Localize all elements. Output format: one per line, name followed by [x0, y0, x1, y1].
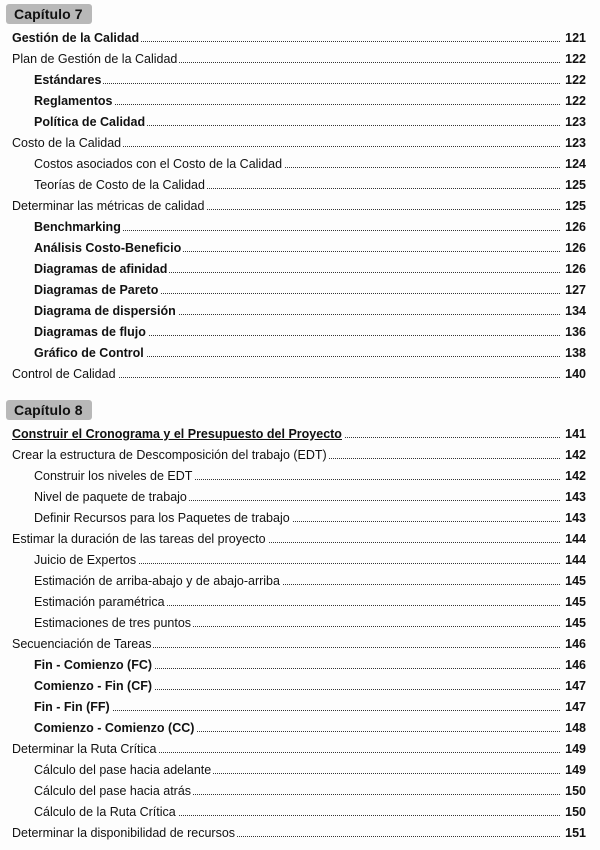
toc-entry-label: Definir Recursos para los Paquetes de trabajo — [34, 508, 292, 528]
toc-entry-label: Cálculo del pase hacia adelante — [34, 760, 213, 780]
toc-entry[interactable] — [0, 301, 600, 321]
toc-page-number: 147 — [560, 676, 586, 696]
toc-entry-label: Teorías de Costo de la Calidad — [34, 175, 207, 195]
toc-entry-label: Estimación de arriba-abajo y de abajo-arriba — [34, 571, 282, 591]
toc-page-number: 151 — [560, 823, 586, 843]
toc-page-number: 149 — [560, 739, 586, 759]
toc-entry-label: Determinar las métricas de calidad — [12, 196, 206, 216]
toc-page-number: 123 — [560, 112, 586, 132]
toc-page-number: 149 — [560, 760, 586, 780]
toc-entry-label: Diagrama de dispersión — [34, 301, 178, 321]
toc-entry[interactable] — [0, 508, 600, 528]
toc-page-number: 122 — [560, 49, 586, 69]
toc-page-number: 147 — [560, 697, 586, 717]
toc-entry[interactable] — [0, 259, 600, 279]
toc-entry[interactable] — [0, 781, 600, 801]
toc-entry-label: Estándares — [34, 70, 103, 90]
toc-entry-label: Secuenciación de Tareas — [12, 634, 153, 654]
toc-entry[interactable] — [0, 445, 600, 465]
toc-page-number: 134 — [560, 301, 586, 321]
toc-page-number: 144 — [560, 529, 586, 549]
toc-entry-label: Nivel de paquete de trabajo — [34, 487, 189, 507]
toc-entry[interactable] — [0, 634, 600, 654]
toc-page-number: 148 — [560, 718, 586, 738]
toc-page-number: 140 — [560, 364, 586, 384]
toc-entry-label: Fin - Comienzo (FC) — [34, 655, 154, 675]
toc-entry-label: Diagramas de Pareto — [34, 280, 160, 300]
toc-leader-dots — [44, 710, 562, 711]
toc-page-number: 146 — [560, 634, 586, 654]
toc-entry[interactable] — [0, 112, 600, 132]
toc-entry[interactable] — [0, 322, 600, 342]
toc-entry[interactable] — [0, 466, 600, 486]
toc-entry-label: Política de Calidad — [34, 112, 147, 132]
toc-entry-label: Comienzo - Comienzo (CC) — [34, 718, 196, 738]
toc-page-number: 143 — [560, 508, 586, 528]
toc-entry[interactable] — [0, 802, 600, 822]
toc-page-number: 122 — [560, 70, 586, 90]
toc-entry-label: Benchmarking — [34, 217, 123, 237]
toc-entry[interactable] — [0, 217, 600, 237]
toc-entry[interactable] — [0, 154, 600, 174]
toc-entry[interactable] — [0, 424, 600, 444]
toc-entry[interactable] — [0, 550, 600, 570]
toc-entry[interactable] — [0, 487, 600, 507]
toc-entry[interactable] — [0, 364, 600, 384]
toc-entry[interactable] — [0, 823, 600, 843]
toc-entry-label: Diagramas de flujo — [34, 322, 148, 342]
chapter-heading: Capítulo 8 — [6, 400, 92, 420]
toc-page-number: 124 — [560, 154, 586, 174]
toc-page-number: 142 — [560, 466, 586, 486]
toc-page-number: 123 — [560, 133, 586, 153]
toc-leader-dots — [44, 83, 562, 84]
toc-page-number: 143 — [560, 487, 586, 507]
toc-entry-label: Gestión de la Calidad — [12, 28, 141, 48]
toc-page-number: 126 — [560, 238, 586, 258]
toc-entry-label: Reglamentos — [34, 91, 115, 111]
toc-page-number: 121 — [560, 28, 586, 48]
toc-leader-dots — [44, 104, 562, 105]
toc-entry-label: Construir el Cronograma y el Presupuesto del Proyecto — [12, 424, 344, 444]
toc-page-number: 125 — [560, 175, 586, 195]
toc-entry[interactable] — [0, 28, 600, 48]
toc-page-number: 141 — [560, 424, 586, 444]
toc-page-number: 127 — [560, 280, 586, 300]
toc-entry-label: Análisis Costo-Beneficio — [34, 238, 183, 258]
toc-page-number: 122 — [560, 91, 586, 111]
toc-entry[interactable] — [0, 760, 600, 780]
toc-page-number: 126 — [560, 259, 586, 279]
toc-page-number: 145 — [560, 571, 586, 591]
toc-page-number: 146 — [560, 655, 586, 675]
toc-page-number: 145 — [560, 613, 586, 633]
toc-entry[interactable] — [0, 280, 600, 300]
toc-entry-label: Construir los niveles de EDT — [34, 466, 194, 486]
toc-entry[interactable] — [0, 238, 600, 258]
toc-entry-label: Estimar la duración de las tareas del proyecto — [12, 529, 268, 549]
toc-entry-label: Estimación paramétrica — [34, 592, 167, 612]
toc-entry-label: Fin - Fin (FF) — [34, 697, 112, 717]
toc-entry-label: Juicio de Expertos — [34, 550, 138, 570]
toc-page-number: 150 — [560, 802, 586, 822]
toc-entry[interactable] — [0, 676, 600, 696]
toc-entry[interactable] — [0, 697, 600, 717]
toc-entry-label: Determinar la disponibilidad de recursos — [12, 823, 237, 843]
toc-page-number: 142 — [560, 445, 586, 465]
toc-entry[interactable] — [0, 196, 600, 216]
toc-entry-label: Estimaciones de tres puntos — [34, 613, 193, 633]
toc-page-number: 125 — [560, 196, 586, 216]
toc-page-number: 144 — [560, 550, 586, 570]
toc-entry[interactable] — [0, 571, 600, 591]
toc-page-number: 150 — [560, 781, 586, 801]
toc-entry-label: Diagramas de afinidad — [34, 259, 169, 279]
toc-entry-label: Cálculo del pase hacia atrás — [34, 781, 193, 801]
toc-entry-label: Control de Calidad — [12, 364, 118, 384]
toc-page-number: 145 — [560, 592, 586, 612]
toc-entry[interactable] — [0, 49, 600, 69]
toc-entry[interactable] — [0, 718, 600, 738]
toc-entry[interactable] — [0, 529, 600, 549]
toc-entry[interactable] — [0, 70, 600, 90]
toc-entry-label: Gráfico de Control — [34, 343, 146, 363]
toc-entry-label: Cálculo de la Ruta Crítica — [34, 802, 178, 822]
chapter-heading: Capítulo 7 — [6, 4, 92, 24]
toc-entry-label: Plan de Gestión de la Calidad — [12, 49, 179, 69]
toc-entry-label: Crear la estructura de Descomposición del trabajo (EDT) — [12, 445, 329, 465]
toc-entry[interactable] — [0, 91, 600, 111]
toc-page-number: 126 — [560, 217, 586, 237]
toc-entry[interactable] — [0, 175, 600, 195]
toc-entry-label: Costos asociados con el Costo de la Calidad — [34, 154, 284, 174]
toc-entry-label: Determinar la Ruta Crítica — [12, 739, 159, 759]
toc-entry[interactable] — [0, 343, 600, 363]
toc-entry[interactable] — [0, 613, 600, 633]
toc-entry-label: Comienzo - Fin (CF) — [34, 676, 154, 696]
toc-page-number: 136 — [560, 322, 586, 342]
toc-entry[interactable] — [0, 739, 600, 759]
toc-entry-label: Costo de la Calidad — [12, 133, 123, 153]
toc-entry[interactable] — [0, 655, 600, 675]
toc-page-number: 138 — [560, 343, 586, 363]
toc-entry[interactable] — [0, 133, 600, 153]
toc-entry[interactable] — [0, 592, 600, 612]
